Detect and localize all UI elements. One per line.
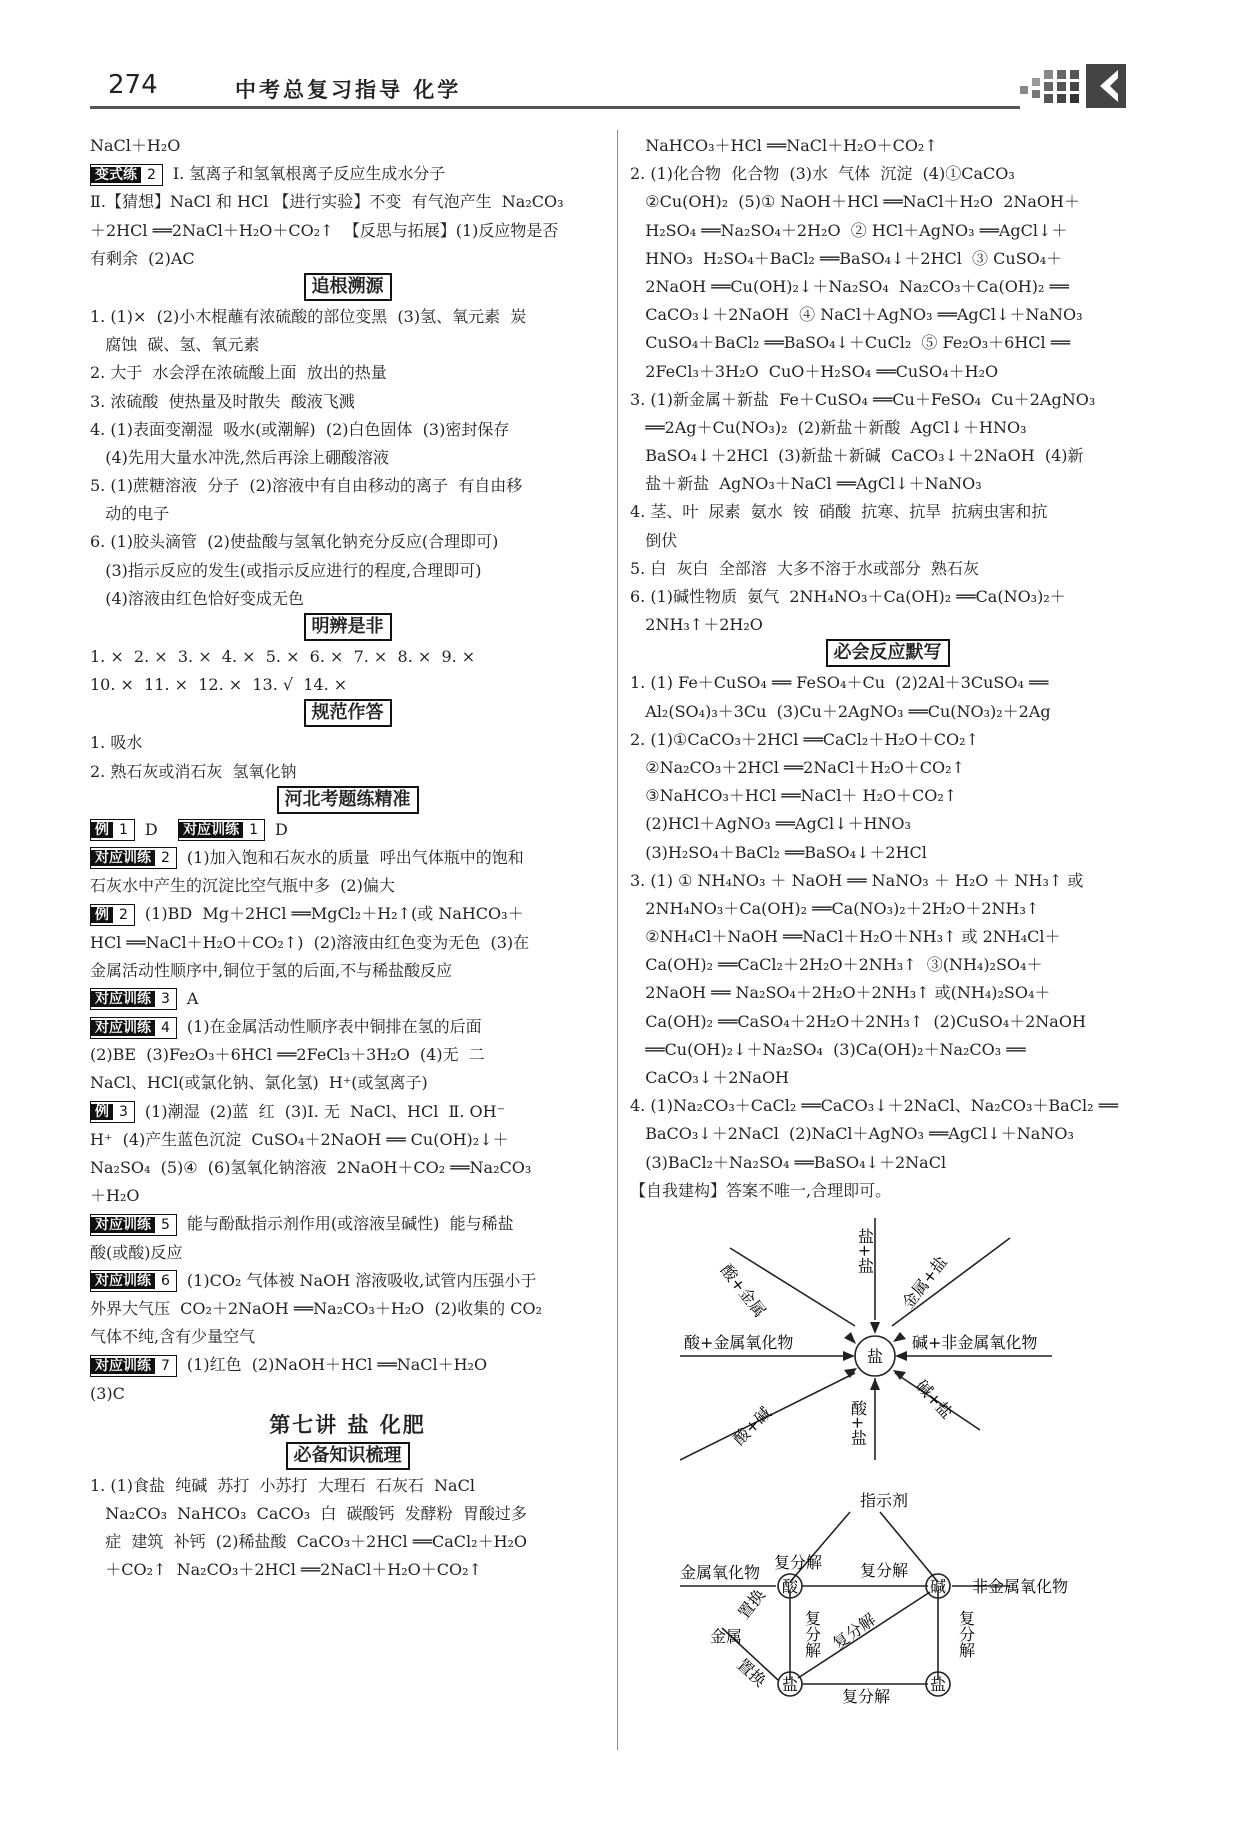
exercise-tag-label: 对应训练 [91, 991, 155, 1007]
answer-line: H₂SO₄ ══Na₂SO₄＋2H₂O ② HCl＋AgNO₃ ══AgCl↓＋ [630, 220, 1068, 240]
header-title: 中考总复习指导 化学 [235, 77, 462, 102]
answer-line: 动的电子 [90, 504, 170, 524]
section-heading [90, 699, 605, 729]
answer-line: ══2Ag＋Cu(NO₃)₂ (2)新盐＋新酸 AgCl↓＋HNO₃ [630, 417, 1027, 437]
diagram-node-acid: 酸 [782, 1577, 799, 1596]
answer-line: 1. 吸水 [90, 733, 143, 753]
left-column [90, 132, 605, 1584]
answer-line: 2NaOH ══ Na₂SO₄＋2H₂O＋2NH₃↑ 或(NH₄)₂SO₄＋ [630, 983, 1051, 1003]
answer-line: CaCO₃↓＋2NaOH [630, 1068, 790, 1087]
diagram-node-salt-right: 盐 [930, 1675, 947, 1694]
salt-relationship-diagram [680, 1218, 1150, 1758]
exercise-tag [90, 1355, 177, 1377]
diagram-label-acid-base: 酸+碱 [729, 1403, 775, 1449]
exercise-answer: (1)加入饱和石灰水的质量 呼出气体瓶中的饱和 [186, 847, 524, 867]
exercise-line [90, 844, 605, 872]
column-divider [617, 130, 618, 1750]
exercise-tag [178, 819, 265, 841]
answer-line: HNO₃ H₂SO₄＋BaCl₂ ══BaSO₄↓＋2HCl ③ CuSO₄＋ [630, 248, 1063, 268]
exercise-line [90, 900, 605, 928]
exercise-answer: (1)BD Mg＋2HCl ══MgCl₂＋H₂↑(或 NaHCO₃＋ [144, 904, 524, 924]
answer-line: H⁺ (4)产生蓝色沉淀 CuSO₄＋2NaOH ══ Cu(OH)₂↓＋ [90, 1129, 509, 1149]
exercise-tag-number: 4 [155, 1020, 176, 1036]
answer-line: 金属活动性顺序中,铜位于氢的后面,不与稀盐酸反应 [90, 960, 453, 980]
answer-line: 倒伏 [630, 530, 678, 550]
answer-line: ②Na₂CO₃＋2HCl ══2NaCl＋H₂O＋CO₂↑ [630, 757, 965, 777]
exercise-tag-number: 7 [155, 1358, 176, 1374]
answer-line: (3)H₂SO₄＋BaCl₂ ══BaSO₄↓＋2HCl [630, 842, 927, 862]
answer-line: NaCl、HCl(或氯化钠、氯化氢) H⁺(或氢离子) [90, 1073, 428, 1093]
answer-line: 1. (1)食盐 纯碱 苏打 小苏打 大理石 石灰石 NaCl [90, 1475, 475, 1495]
exercise-answer: D [275, 819, 288, 839]
answer-line: NaCl＋H₂O [90, 136, 181, 155]
answer-line: 6. (1)碱性物质 氨气 2NH₄NO₃＋Ca(OH)₂ ══Ca(NO₃)₂＋ [630, 587, 1066, 606]
answer-line: 症 建筑 补钙 (2)稀盐酸 CaCO₃＋2HCl ══CaCl₂＋H₂O [90, 1532, 528, 1552]
exercise-line [90, 985, 605, 1013]
answer-line: 5. (1)蔗糖溶液 分子 (2)溶液中有自由移动的离子 有自由移 [90, 476, 523, 496]
answer-line: Ca(OH)₂ ══CaCl₂＋2H₂O＋2NH₃↑ ③(NH₄)₂SO₄＋ [630, 955, 1043, 975]
exercise-line [90, 160, 605, 188]
answer-line: 1. × 2. × 3. × 4. × 5. × 6. × 7. × 8. × 9. × [90, 647, 476, 666]
exercise-tag-label: 例 [91, 1104, 113, 1120]
answer-line: 石灰水中产生的沉淀比空气瓶中多 (2)偏大 [90, 876, 395, 896]
answer-line: ③NaHCO₃＋HCl ══NaCl＋ H₂O＋CO₂↑ [630, 786, 958, 806]
exercise-line [90, 1098, 605, 1126]
exercise-tag-number: 2 [141, 167, 162, 183]
section-heading-label: 明辨是非 [304, 613, 392, 641]
answer-line: 2. 大于 水会浮在浓硫酸上面 放出的热量 [90, 363, 387, 383]
exercise-line [90, 1351, 605, 1379]
exercise-answer: (1)在金属活动性顺序表中铜排在氢的后面 [186, 1017, 482, 1037]
answer-line: (3)指示反应的发生(或指示反应进行的程度,合理即可) [90, 560, 482, 580]
exercise-tag-label: 对应训练 [91, 1358, 155, 1374]
answer-line: (3)C [90, 1383, 125, 1403]
exercise-tag-label: 例 [91, 907, 113, 923]
exercise-tag [90, 164, 163, 186]
exercise-answer: (1)CO₂ 气体被 NaOH 溶液吸收,试管内压强小于 [186, 1270, 537, 1290]
exercise-tag [90, 819, 135, 841]
answer-line: 有剩余 (2)AC [90, 248, 195, 268]
page-number: 274 [108, 70, 158, 100]
exercise-line [90, 1013, 605, 1041]
section-heading-label: 规范作答 [304, 699, 392, 727]
exercise-tag [90, 1017, 177, 1039]
answer-line: 3. (1) ① NH₄NO₃ ＋ NaOH ══ NaNO₃ ＋ H₂O ＋ NH₃↑ 或 [630, 870, 1084, 890]
answer-line: 2. (1)①CaCO₃＋2HCl ══CaCl₂＋H₂O＋CO₂↑ [630, 729, 979, 749]
answer-line: ══Cu(OH)₂↓＋Na₂SO₄ (3)Ca(OH)₂＋Na₂CO₃ ══ [630, 1039, 1026, 1059]
answer-line: ＋H₂O [90, 1186, 140, 1206]
exercise-answer: A [186, 988, 199, 1008]
answer-line: 1. (1) Fe＋CuSO₄ ══ FeSO₄＋Cu (2)2Al＋3CuSO₄ ══ [630, 673, 1049, 693]
answer-line: NaHCO₃＋HCl ══NaCl＋H₂O＋CO₂↑ [630, 136, 938, 155]
answer-line: 4. (1)Na₂CO₃＋CaCl₂ ══CaCO₃↓＋2NaCl、Na₂CO₃＋BaCl₂ ══ [630, 1096, 1118, 1116]
answer-line: Na₂SO₄ (5)④ (6)氢氧化钠溶液 2NaOH＋CO₂ ══Na₂CO₃ [90, 1158, 532, 1177]
answer-line: 【自我建构】答案不唯一,合理即可。 [630, 1180, 892, 1200]
chapter-title: 第七讲 盐 化肥 [269, 1412, 426, 1437]
section-heading [630, 639, 1145, 669]
answer-line: BaSO₄↓＋2HCl (3)新盐＋新碱 CaCO₃↓＋2NaOH (4)新 [630, 446, 1084, 466]
section-heading-label: 必备知识梳理 [286, 1442, 410, 1470]
answer-line: 2. 熟石灰或消石灰 氢氧化钠 [90, 761, 297, 781]
exercise-tag-label: 变式练 [91, 167, 141, 183]
exercise-tag [90, 988, 177, 1010]
answer-line: BaCO₃↓＋2NaCl (2)NaCl＋AgNO₃ ══AgCl↓＋NaNO₃ [630, 1124, 1074, 1144]
diagram-label-dd-1: 复分解 [774, 1553, 823, 1572]
exercise-tag-number: 2 [155, 850, 176, 866]
header-decoration-icon [1020, 64, 1145, 108]
exercise-answer: (1)红色 (2)NaOH＋HCl ══NaCl＋H₂O [186, 1355, 488, 1375]
section-heading-label: 必会反应默写 [826, 639, 950, 667]
diagram-node-salt-left: 盐 [782, 1675, 799, 1694]
answer-line: (2)BE (3)Fe₂O₃＋6HCl ══2FeCl₃＋3H₂O (4)无 二 [90, 1045, 485, 1065]
diagram-label-base-salt: 碱+盐 [912, 1375, 957, 1423]
exercise-line [90, 1210, 605, 1238]
exercise-tag-label: 例 [91, 822, 113, 838]
answer-line: 2FeCl₃＋3H₂O CuO＋H₂SO₄ ══CuSO₄＋H₂O [630, 361, 999, 381]
diagram-label-dd-6: 复分解 [842, 1687, 891, 1706]
answer-line: 2. (1)化合物 化合物 (3)水 气体 沉淀 (4)①CaCO₃ [630, 164, 1015, 184]
exercise-tag [90, 847, 177, 869]
answer-line: Ⅱ.【猜想】NaCl 和 HCl 【进行实验】不变 有气泡产生 Na₂CO₃ [90, 192, 564, 212]
right-column [630, 132, 1145, 1205]
diagram-node-metal-oxide: 金属氧化物 [680, 1563, 761, 1582]
answer-line: 3. 浓硫酸 使热量及时散失 酸液飞溅 [90, 391, 355, 411]
exercise-tag [90, 1214, 177, 1236]
section-heading [90, 1442, 605, 1472]
exercise-tag [90, 904, 135, 926]
section-heading-label: 河北考题练精准 [277, 786, 419, 814]
answer-line: 10. × 11. × 12. × 13. √ 14. × [90, 675, 348, 695]
pentagon-diagram [680, 1512, 1010, 1696]
answer-line: ＋CO₂↑ Na₂CO₃＋2HCl ══2NaCl＋H₂O＋CO₂↑ [90, 1560, 482, 1580]
answer-line: Al₂(SO₄)₃＋3Cu (3)Cu＋2AgNO₃ ══Cu(NO₃)₂＋2Ag [630, 701, 1051, 721]
answer-line: 盐＋新盐 AgNO₃＋NaCl ══AgCl↓＋NaNO₃ [630, 474, 982, 494]
exercise-answer: D [144, 819, 158, 839]
exercise-tag-label: 对应训练 [91, 1273, 155, 1289]
exercise-tag-label: 对应训练 [179, 822, 243, 838]
answer-line: Na₂CO₃ NaHCO₃ CaCO₃ 白 碳酸钙 发酵粉 胃酸过多 [90, 1503, 527, 1523]
answer-line: CaCO₃↓＋2NaOH ④ NaCl＋AgNO₃ ══AgCl↓＋NaNO₃ [630, 305, 1083, 325]
diagram-indicator: 指示剂 [860, 1491, 909, 1510]
answer-line: (3)BaCl₂＋Na₂SO₄ ══BaSO₄↓＋2NaCl [630, 1152, 947, 1172]
diagram-label-replace-1: 置换 [734, 1585, 769, 1623]
answer-line: 2NH₄NO₃＋Ca(OH)₂ ══Ca(NO₃)₂＋2H₂O＋2NH₃↑ [630, 898, 1040, 918]
diagram-label-acid-salt: 酸+盐 [848, 1400, 868, 1446]
exercise-tag-number: 2 [113, 907, 134, 923]
exercise-tag-number: 6 [155, 1273, 176, 1289]
answer-line: ②NH₄Cl＋NaOH ══NaCl＋H₂O＋NH₃↑ 或 2NH₄Cl＋ [630, 927, 1061, 947]
answer-line: 气体不纯,含有少量空气 [90, 1327, 256, 1347]
diagram-label-acid-metal: 酸+金属 [716, 1260, 770, 1321]
exercise-answer: Ⅰ. 氢离子和氢氧根离子反应生成水分子 [172, 164, 446, 184]
diagram-label-dd-3: 复分解 [956, 1610, 976, 1658]
answer-line: (4)溶液由红色恰好变成无色 [90, 588, 304, 608]
exercise-tag-number: 3 [155, 991, 176, 1007]
page-header [90, 62, 1150, 110]
header-rule [90, 106, 1020, 109]
exercise-tag-number: 3 [113, 1104, 134, 1120]
answer-line: 4. (1)表面变潮湿 吸水(或潮解) (2)白色固体 (3)密封保存 [90, 419, 510, 439]
exercise-line [90, 816, 605, 844]
exercise-tag-number: 1 [243, 822, 264, 838]
answer-line: 1. (1)× (2)小木棍蘸有浓硫酸的部位变黑 (3)氢、氧元素 炭 [90, 306, 527, 326]
diagram-node-metal: 金属 [710, 1627, 743, 1646]
exercise-tag [90, 1270, 177, 1292]
answer-line: Ca(OH)₂ ══CaSO₄＋2H₂O＋2NH₃↑ (2)CuSO₄＋2NaOH [630, 1011, 1086, 1031]
diagram-label-salt-salt: 盐+盐 [855, 1228, 875, 1274]
answer-line: 2NaOH ══Cu(OH)₂↓＋Na₂SO₄ Na₂CO₃＋Ca(OH)₂ ══ [630, 276, 1069, 296]
exercise-tag-number: 1 [113, 822, 134, 838]
exercise-tag-label: 对应训练 [91, 850, 155, 866]
diagram-label-metal-salt: 金属+盐 [898, 1252, 951, 1313]
answer-line: 腐蚀 碳、氢、氧元素 [90, 335, 260, 355]
answer-line: (4)先用大量水冲洗,然后再涂上硼酸溶液 [90, 447, 390, 467]
answer-line: ②Cu(OH)₂ (5)① NaOH＋HCl ══NaCl＋H₂O 2NaOH＋ [630, 192, 1081, 212]
section-heading [90, 273, 605, 303]
answer-line: 2NH₃↑＋2H₂O [630, 615, 763, 635]
exercise-tag-number: 5 [155, 1217, 176, 1233]
exercise-answer: (1)潮湿 (2)蓝 红 (3)Ⅰ. 无 NaCl、HCl Ⅱ. OH⁻ [144, 1101, 506, 1121]
section-heading [90, 786, 605, 816]
diagram-label-acid-metal-oxide: 酸+金属氧化物 [684, 1333, 794, 1352]
answer-line: 6. (1)胶头滴管 (2)使盐酸与氢氧化钠充分反应(合理即可) [90, 532, 499, 552]
answer-line: HCl ══NaCl＋H₂O＋CO₂↑) (2)溶液由红色变为无色 (3)在 [90, 932, 530, 952]
diagram-label-dd-2: 复分解 [860, 1561, 909, 1580]
diagram-center-salt: 盐 [867, 1347, 884, 1366]
diagram-label-base-nonmetal-oxide: 碱+非金属氧化物 [912, 1333, 1038, 1352]
section-heading-label: 追根溯源 [304, 273, 392, 301]
answer-line: CuSO₄＋BaCl₂ ══BaSO₄↓＋CuCl₂ ⑤ Fe₂O₃＋6HCl ══ [630, 333, 1070, 353]
diagram-node-nonmetal-oxide: 非金属氧化物 [972, 1577, 1069, 1596]
answer-line: (2)HCl＋AgNO₃ ══AgCl↓＋HNO₃ [630, 814, 911, 834]
answer-line: 酸(或酸)反应 [90, 1242, 183, 1262]
exercise-answer: 能与酚酞指示剂作用(或溶液呈碱性) 能与稀盐 [186, 1214, 514, 1234]
exercise-tag [90, 1101, 135, 1123]
answer-line: 4. 茎、叶 尿素 氨水 铵 硝酸 抗寒、抗旱 抗病虫害和抗 [630, 502, 1048, 522]
diagram-label-replace-2: 置换 [733, 1654, 770, 1691]
section-heading [90, 613, 605, 643]
exercise-tag-label: 对应训练 [91, 1020, 155, 1036]
diagram-label-dd-5: 复分解 [829, 1609, 880, 1654]
answer-line: 3. (1)新金属＋新盐 Fe＋CuSO₄ ══Cu＋FeSO₄ Cu＋2AgNO₃ [630, 389, 1096, 409]
exercise-tag-label: 对应训练 [91, 1217, 155, 1233]
exercise-line [90, 1267, 605, 1295]
answer-line: ＋2HCl ══2NaCl＋H₂O＋CO₂↑ 【反思与拓展】(1)反应物是否 [90, 220, 559, 240]
answer-line: 外界大气压 CO₂＋2NaOH ══Na₂CO₃＋H₂O (2)收集的 CO₂ [90, 1298, 542, 1318]
answer-line: 5. 白 灰白 全部溶 大多不溶于水或部分 熟石灰 [630, 558, 980, 578]
diagram-node-base: 碱 [930, 1577, 947, 1596]
diagram-label-dd-4: 复分解 [802, 1610, 822, 1658]
